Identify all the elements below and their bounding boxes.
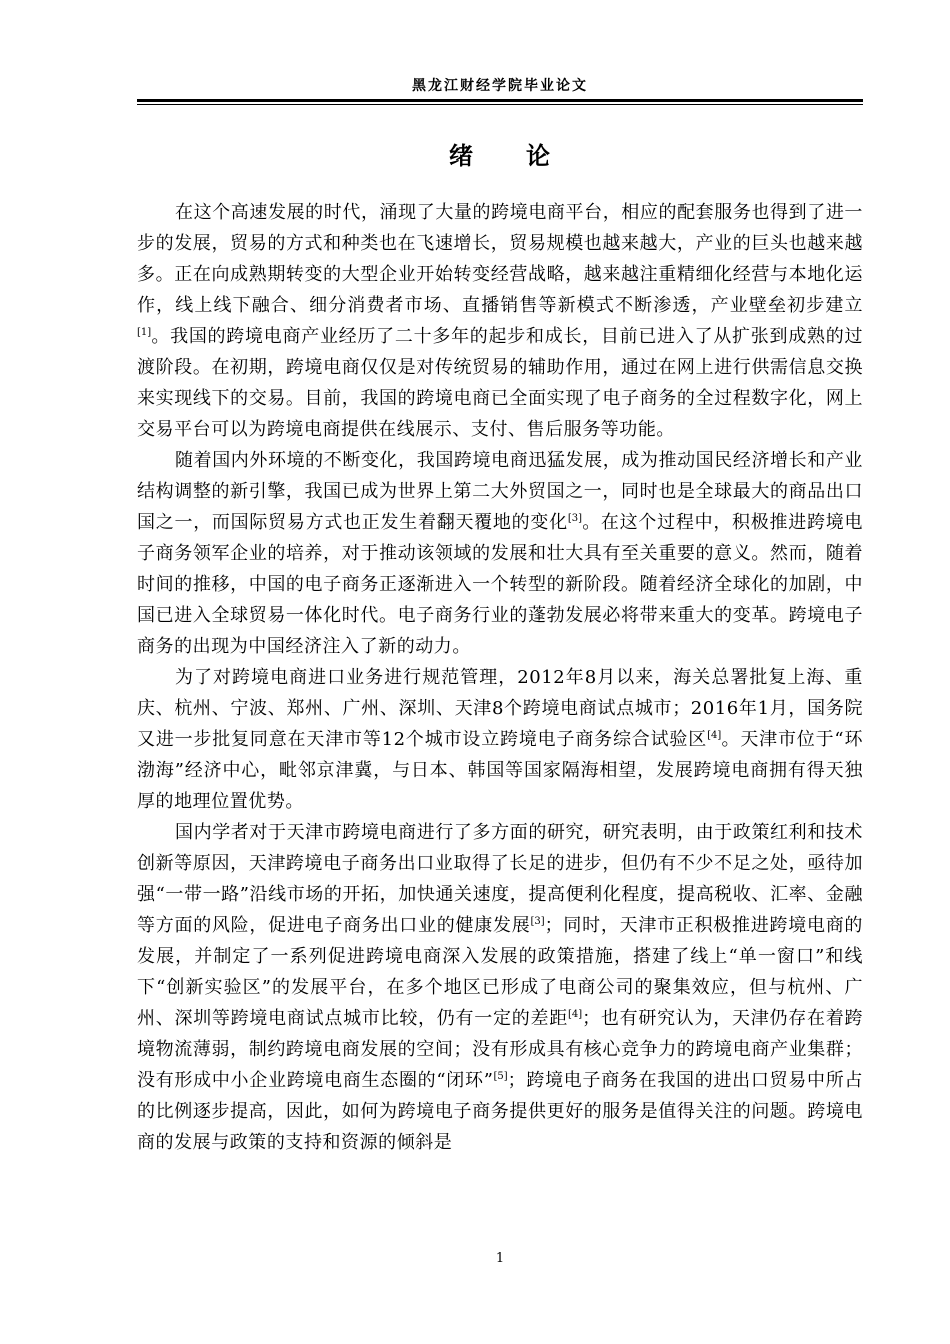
paragraph-text: ；同时，天津市正积极推进跨境电商的发展，并制定了一系列促进跨境电商深入发展的政策措施，搭建了线上“单一窗口”和线下“创新实验区”的发展平台，在多个地区已形成了电商公司的聚集效应，但与杭州、广州、深圳等跨境电商试点城市比较，仍有一定的差距	[137, 915, 863, 1029]
citation-ref: [5]	[493, 1071, 508, 1082]
title-char-2: 论	[526, 142, 551, 170]
citation-ref: [3]	[567, 513, 583, 524]
paragraph-text: 随着国内外环境的不断变化，我国跨境电商迅猛发展，成为推动国民经济增长和产业结构调整的新引擎，我国已成为世界上第二大外贸国之一，同时也是全球最大的商品出口国之一，而国际贸易方式也正发生着翻天覆地的变化	[137, 450, 863, 533]
paragraph-text: 。天津市位于“环渤海”经济中心，毗邻京津冀，与日本、韩国等国家隔海相望，发展跨境电商拥有得天独厚的地理位置优势。	[137, 729, 863, 812]
paragraph-text: 在这个高速发展的时代，涌现了大量的跨境电商平台，相应的配套服务也得到了进一步的发展，贸易的方式和种类也在飞速增长，贸易规模也越来越大，产业的巨头也越来越多。正在向成熟期转变的大型企业开始转变经营战略，越来越注重精细化经营与本地化运作，线上线下融合、细分消费者市场、直播销售等新模式不断渗透，产业壁垒初步建立	[137, 202, 863, 316]
paragraph-text: ；也有研究认为，天津仍存在着跨境物流薄弱，制约跨境电商发展的空间；没有形成具有核心竞争力的跨境电商产业集群；没有形成中小企业跨境电商生态圈的“闭环”	[137, 1008, 863, 1091]
paragraph-3	[137, 662, 863, 817]
title-char-1: 绪	[449, 142, 474, 170]
citation-ref: [1]	[137, 327, 152, 338]
paragraph-1	[137, 197, 863, 445]
citation-ref: [4]	[567, 1009, 583, 1020]
paragraph-text: 为了对跨境电商进口业务进行规范管理，2012年8月以来，海关总署批复上海、重庆、杭州、宁波、郑州、广州、深圳、天津8个跨境电商试点城市；2016年1月，国务院又进一步批复同意在天津市等12个城市设立跨境电子商务综合试验区	[137, 667, 863, 750]
citation-ref: [3]	[530, 916, 545, 927]
paragraph-text: 。在这个过程中，积极推进跨境电子商务领军企业的培养，对于推动该领域的发展和壮大具有至关重要的意义。然而，随着时间的推移，中国的电子商务正逐渐进入一个转型的新阶段。随着经济全球化的加剧，中国已进入全球贸易一体化时代。电子商务行业的蓬勃发展必将带来重大的变革。跨境电子商务的出现为中国经济注入了新的动力。	[137, 512, 863, 657]
paragraph-2	[137, 445, 863, 662]
paragraph-text: 。我国的跨境电商产业经历了二十多年的起步和成长，目前已进入了从扩张到成熟的过渡阶段。在初期，跨境电商仅仅是对传统贸易的辅助作用，通过在网上进行供需信息交换来实现线下的交易。目前，我国的跨境电商已全面实现了电子商务的全过程数字化，网上交易平台可以为跨境电商提供在线展示、支付、售后服务等功能。	[137, 326, 863, 440]
section-title	[137, 138, 863, 174]
paragraph-text: 国内学者对于天津市跨境电商进行了多方面的研究，研究表明，由于政策红利和技术创新等原因，天津跨境电子商务出口业取得了长足的进步，但仍有不少不足之处，亟待加强“一带一路”沿线市场的开拓，加快通关速度，提高便利化程度，提高税收、汇率、金融等方面的风险，促进电子商务出口业的健康发展	[137, 822, 863, 936]
citation-ref: [4]	[707, 730, 722, 741]
page-number: 1	[495, 1251, 505, 1266]
body-text	[137, 197, 863, 1158]
paragraph-text: ；跨境电子商务在我国的进出口贸易中所占的比例逐步提高，因此，如何为跨境电子商务提供更好的服务是值得关注的问题。跨境电商的发展与政策的支持和资源的倾斜是	[137, 1070, 863, 1153]
paragraph-4	[137, 817, 863, 1158]
header-rule-thin	[137, 104, 863, 105]
header-rule-thick	[137, 99, 863, 102]
running-header: 黑龙江财经学院毕业论文	[412, 78, 588, 94]
